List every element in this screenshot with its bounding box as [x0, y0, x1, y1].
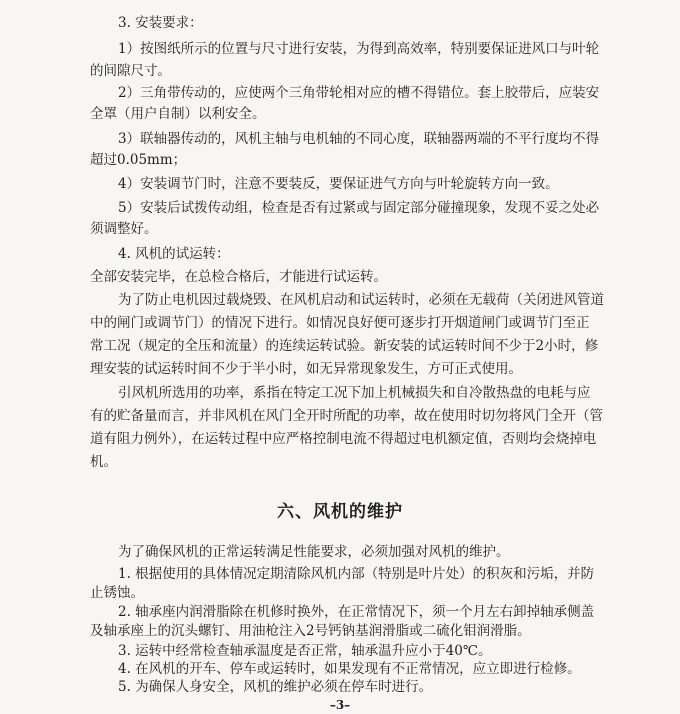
text-line: 超过0.05mm；	[90, 152, 187, 168]
text-line: 道有阻力例外），在运转过程中应严格控制电流不得超过电机额定值，否则均会烧掉电	[90, 431, 597, 447]
section-heading: 六、风机的维护	[277, 502, 403, 522]
text-line: 1. 根据使用的具体情况定期清除风机内部（特别是叶片处）的积灰和污垢，并防	[118, 566, 595, 582]
text-line: 引风机所选用的功率，系指在特定工况下加上机械损失和自冷散热盘的电耗与应	[118, 385, 591, 401]
text-line: 4. 在风机的开车、停车或运转时，如果发现有不正常情况，应立即进行检修。	[118, 661, 581, 677]
text-line: 须调整好。	[90, 221, 158, 237]
text-line: 3. 安装要求：	[118, 15, 203, 31]
text-line: 为了防止电机因过载烧毁、在风机启动和试运转时，必须在无载荷（关闭进风管道	[118, 292, 604, 308]
text-line: 2）三角带传动的，应使两个三角带轮相对应的槽不得错位。套上胶带后，应装安	[118, 85, 600, 101]
text-line: 机。	[90, 454, 117, 470]
text-line: 4. 风机的试运转：	[118, 246, 230, 262]
text-line: 的间隙尺寸。	[90, 63, 171, 79]
text-line: 4）安装调节门时，注意不要装反，要保证进气方向与叶轮旋转方向一致。	[118, 176, 559, 192]
text-line: 有的贮备量而言，并非风机在风门全开时所配的功率，故在使用时切勿将风门全开（管	[90, 408, 603, 424]
text-line: 全罩（用户自制）以利安全。	[90, 106, 266, 122]
text-line: 3. 运转中经常检查轴承温度是否正常，轴承温升应小于40℃。	[118, 643, 492, 659]
text-line: 5. 为确保人身安全，风机的维护必须在停车时进行。	[118, 679, 433, 695]
text-line: 为了确保风机的正常运转满足性能要求，必须加强对风机的维护。	[118, 544, 510, 560]
text-line: 及轴承座上的沉头螺钉、用油枪注入2号钙钠基润滑脂或二硫化钼润滑脂。	[90, 623, 531, 639]
text-line: 2. 轴承座内润滑脂除在机修时换外，在正常情况下，须一个月左右卸掉轴承侧盖	[118, 604, 595, 620]
text-line: 理安装的试运转时间不少于半小时，如无异常现象发生，方可正式使用。	[90, 361, 522, 377]
text-line: 5）安装后试拨传动组，检查是否有过紧或与固定部分碰撞现象，发现不妥之处必	[118, 200, 600, 216]
text-line: 全部安装完毕，在总检合格后，才能进行试运转。	[90, 269, 387, 285]
text-line: 中的闸门或调节门）的情况下进行。如情况良好便可逐步打开烟道闸门或调节门至正	[90, 315, 590, 331]
text-line: 3）联轴器传动的，风机主轴与电机轴的不同心度，联轴器两端的不平行度均不得	[118, 131, 600, 147]
text-line: 1）按图纸所示的位置与尺寸进行安装，为得到高效率，特别要保证进风口与叶轮	[118, 41, 600, 57]
text-line: 止锈蚀。	[90, 585, 144, 601]
text-line: 常工况（规定的全压和流量）的连续运转试验。新安装的试运转时间不少于2小时，修	[90, 338, 599, 354]
page-number: –3–	[329, 698, 351, 712]
